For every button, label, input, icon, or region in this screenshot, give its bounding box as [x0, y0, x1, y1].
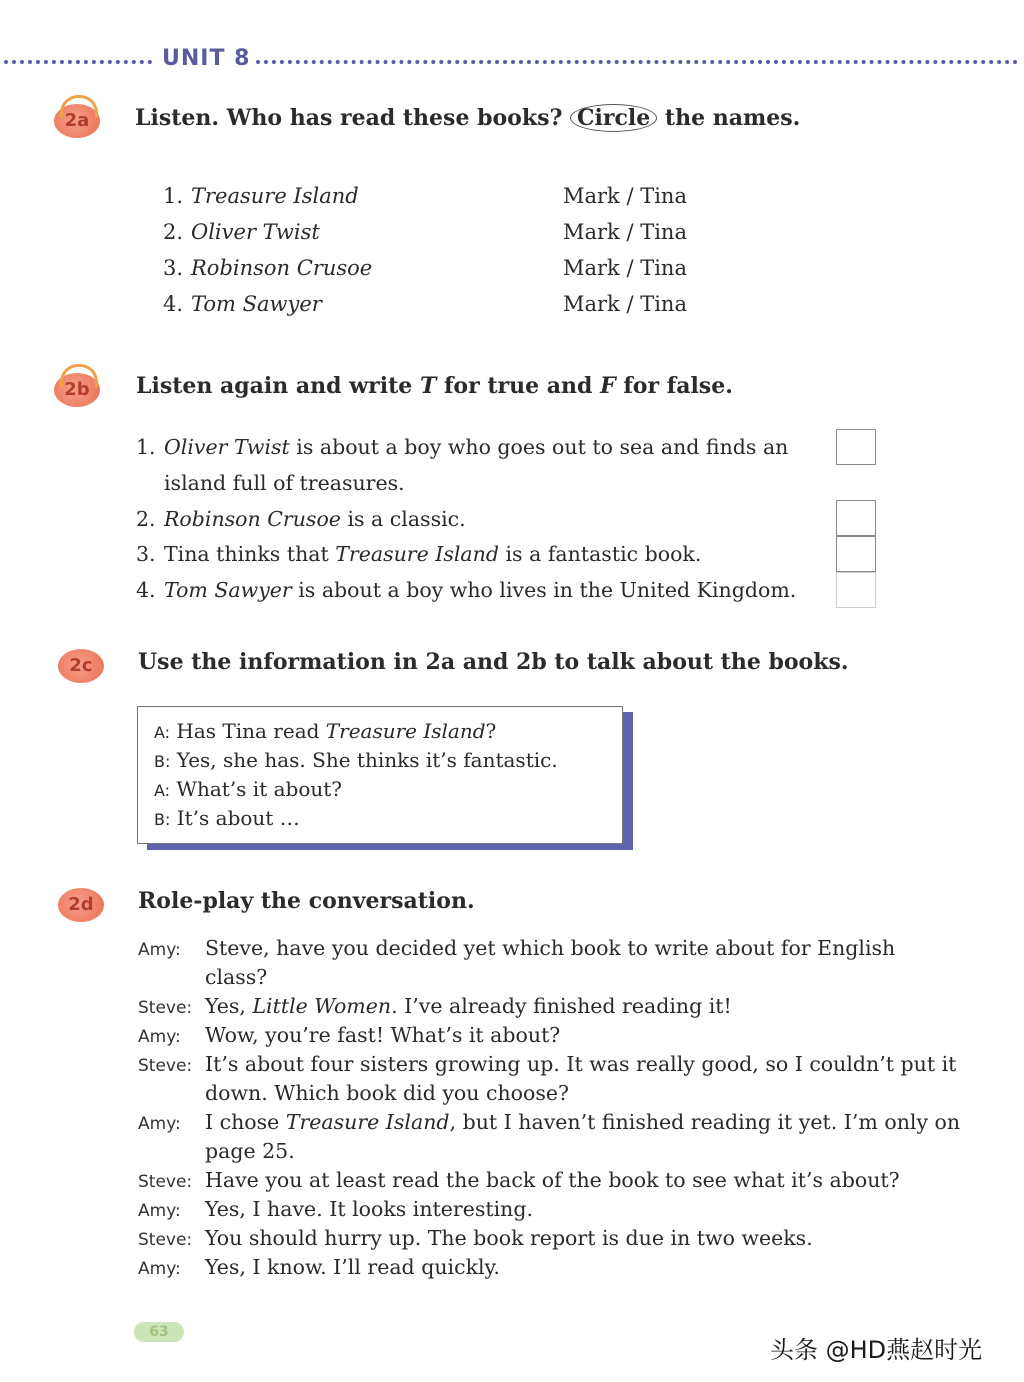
statement-text: is about a boy who goes out to sea and finds an	[289, 435, 789, 459]
speaker-label: Amy:	[138, 940, 181, 960]
statement-item	[136, 504, 466, 534]
item-number: 3.	[163, 256, 184, 280]
statement-item	[136, 539, 701, 569]
book-title: Oliver Twist	[191, 220, 320, 244]
book-title: Treasure Island	[285, 1110, 450, 1134]
answer-box[interactable]	[836, 536, 876, 572]
dialogue-line	[205, 994, 732, 1018]
badge-label: 2c	[69, 655, 93, 676]
speaker-label: B:	[154, 752, 171, 771]
instruction-letter: F	[600, 373, 616, 399]
speaker-label: B:	[154, 810, 171, 829]
instruction-text: the names.	[664, 105, 801, 131]
line-text: Yes,	[205, 994, 253, 1018]
instruction-text: for true and	[436, 373, 601, 399]
speaker-label: Amy:	[138, 1259, 181, 1279]
dialogue-line: Have you at least read the back of the book to see what it’s about?	[205, 1168, 900, 1192]
list-item	[163, 292, 723, 322]
item-number: 2.	[136, 507, 156, 531]
book-title: Tom Sawyer	[164, 578, 292, 602]
line-text: . I’ve already finished reading it!	[391, 994, 732, 1018]
dialogue-line	[205, 1110, 960, 1134]
book-title: Little Women	[252, 994, 392, 1018]
line-text: It’s about …	[170, 806, 300, 830]
speaker-label: Steve:	[138, 1172, 193, 1192]
section-badge-2c	[58, 649, 104, 683]
section-badge-2d	[58, 888, 104, 922]
statement-text: Tina thinks that	[164, 542, 336, 566]
statement-item	[136, 432, 788, 462]
item-number: 4.	[163, 292, 184, 316]
dialogue-line: page 25.	[205, 1139, 295, 1163]
speaker-label: A:	[154, 781, 171, 800]
dialogue-line: Steve, have you decided yet which book to write about for English	[205, 936, 896, 960]
speaker-label: Amy:	[138, 1201, 181, 1221]
badge-label: 2d	[68, 894, 94, 915]
statement-text: is a classic.	[340, 507, 466, 531]
instruction-2a	[135, 104, 800, 132]
book-title: Treasure Island	[191, 184, 359, 208]
instruction-text: Listen. Who has read these books?	[135, 105, 563, 131]
line-text: I chose	[205, 1110, 286, 1134]
conversation-line	[154, 748, 558, 772]
instruction-2b	[136, 373, 733, 399]
dialogue-line: It’s about four sisters growing up. It was really good, so I couldn’t put it	[205, 1052, 957, 1076]
answer-box[interactable]	[836, 429, 876, 465]
list-item	[163, 184, 723, 214]
dialogue-line: Yes, I know. I’ll read quickly.	[205, 1255, 500, 1279]
item-number: 1.	[136, 435, 156, 459]
section-badge-2a	[54, 104, 100, 138]
speaker-label: Amy:	[138, 1027, 181, 1047]
statement-text: is about a boy who lives in the United Kingdom.	[291, 578, 797, 602]
page-number: 63	[134, 1322, 184, 1342]
instruction-text: Listen again and write	[136, 373, 420, 399]
answer-box[interactable]	[836, 500, 876, 536]
book-title: Robinson Crusoe	[164, 507, 341, 531]
answer-box[interactable]	[836, 572, 876, 608]
unit-title: UNIT 8	[162, 46, 251, 71]
conversation-line	[154, 777, 342, 801]
speaker-label: Steve:	[138, 1230, 193, 1250]
book-title: Robinson Crusoe	[191, 256, 373, 280]
instruction-2d: Role-play the conversation.	[138, 888, 475, 914]
watermark: 头条 @HD燕赵时光	[770, 1336, 983, 1364]
conversation-line	[154, 719, 496, 743]
dialogue-line: You should hurry up. The book report is due in two weeks.	[205, 1226, 813, 1250]
book-title: Treasure Island	[325, 719, 486, 743]
header-dotted-rule-right	[256, 60, 1018, 64]
badge-label: 2a	[64, 110, 90, 131]
line-text: ?	[485, 719, 497, 743]
section-badge-2b	[54, 373, 100, 407]
item-number: 4.	[136, 578, 156, 602]
speaker-label: Amy:	[138, 1114, 181, 1134]
item-number: 1.	[163, 184, 184, 208]
statement-continuation: island full of treasures.	[164, 471, 405, 495]
list-item	[163, 256, 723, 286]
dialogue-line: Wow, you’re fast! What’s it about?	[205, 1023, 561, 1047]
line-text: Has Tina read	[170, 719, 326, 743]
line-text: , but I haven’t finished reading it yet. I’m only on	[449, 1110, 961, 1134]
book-title: Oliver Twist	[164, 435, 290, 459]
dialogue-line: class?	[205, 965, 268, 989]
instruction-2c: Use the information in 2a and 2b to talk about the books.	[138, 649, 849, 675]
book-title: Treasure Island	[335, 542, 499, 566]
speaker-label: A:	[154, 723, 171, 742]
line-text: Yes, she has. She thinks it’s fantastic.	[170, 748, 558, 772]
conversation-line	[154, 806, 300, 830]
name-choice[interactable]: Mark / Tina	[563, 184, 687, 208]
statement-text: is a fantastic book.	[498, 542, 702, 566]
dialogue-line: Yes, I have. It looks interesting.	[205, 1197, 533, 1221]
header-dotted-rule-left	[4, 60, 152, 64]
dialogue-line: down. Which book did you choose?	[205, 1081, 569, 1105]
circled-word: Circle	[570, 104, 657, 132]
line-text: What’s it about?	[170, 777, 342, 801]
speaker-label: Steve:	[138, 1056, 193, 1076]
list-item	[163, 220, 723, 250]
instruction-letter: T	[419, 373, 437, 399]
speaker-label: Steve:	[138, 998, 193, 1018]
name-choice[interactable]: Mark / Tina	[563, 220, 687, 244]
statement-item	[136, 575, 796, 605]
book-title: Tom Sawyer	[191, 292, 322, 316]
badge-label: 2b	[64, 379, 90, 400]
item-number: 2.	[163, 220, 184, 244]
sample-conversation-box	[137, 706, 623, 844]
name-choice[interactable]: Mark / Tina	[563, 256, 687, 280]
name-choice[interactable]: Mark / Tina	[563, 292, 687, 316]
item-number: 3.	[136, 542, 156, 566]
instruction-text: for false.	[615, 373, 733, 399]
